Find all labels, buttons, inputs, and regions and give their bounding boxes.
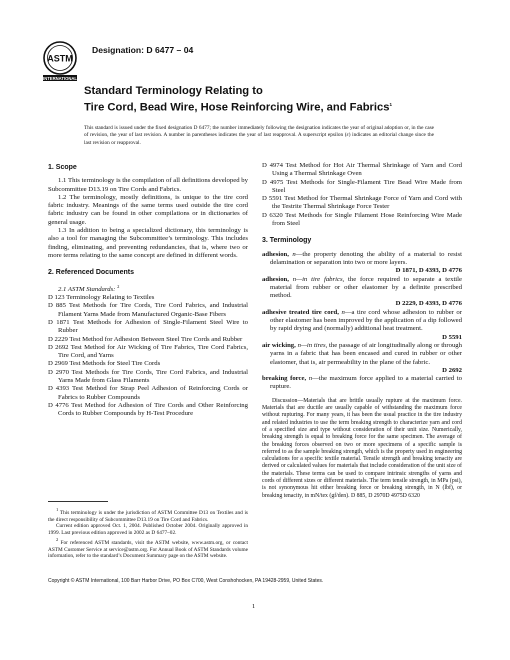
copyright-line: Copyright © ASTM International, 100 Barr Harbor Drive, PO Box C700, West Conshohocken, PA 19428-2959, United States. <box>48 578 324 584</box>
term-definition: the passage of air longitudinally along or through yarns in a fabric that has been encased and cured in rubber or other elastomer, that is, air permeability in the plane of the fabric. <box>270 341 462 366</box>
document-title <box>84 85 444 115</box>
ref-item: D 6320 Test Methods for Single Filament Hose Reinforcing Wire Made from Steel <box>262 211 462 228</box>
term-pos: n <box>341 308 345 316</box>
term-name: adhesion, <box>262 275 289 283</box>
astm-standards-sub <box>48 283 248 295</box>
term-pos: n <box>292 250 296 258</box>
astm-standards-mark: 2 <box>117 283 120 289</box>
term-citation: D 2692 <box>442 366 462 374</box>
referenced-heading: 2. Referenced Documents <box>48 269 134 277</box>
ref-item: D 4974 Test Method for Hot Air Thermal Shrinkage of Yarn and Cord Using a Thermal Shrinkage Oven <box>262 162 462 178</box>
astm-standards-label: 2.1 ASTM Standards: <box>58 285 116 293</box>
footnote-1-text: This terminology is under the jurisdiction of ASTM Committee D13 on Textiles and is the direct responsibility of Subcommittee D13.19 on Tire Cord and Fabrics. <box>48 509 248 523</box>
page-number: 1 <box>252 603 256 610</box>
left-column <box>48 162 248 419</box>
footnote-1-mark: 1 <box>56 507 59 512</box>
term-name: air wicking, <box>262 341 296 349</box>
footnote-2 <box>48 537 248 560</box>
term-definition: —the property denoting the ability of a material to resist delamination or separation into two or more layers. <box>270 250 462 266</box>
astm-logo <box>40 40 80 82</box>
footnote-2-text: For referenced ASTM standards, visit the ASTM website, www.astm.org, or contact ASTM Customer Service at service@astm.org. For Annual Book of ASTM Standards volume information, refer to the standard’s Document Summary page on the ASTM website. <box>48 539 248 560</box>
term-entry <box>262 276 462 301</box>
footnote-1b: Current edition approved Oct. 1, 2004. Published October 2004. Originally approved in 1999. Last previous edition approved in 2002 as D 6477–02. <box>48 523 248 537</box>
scope-p1: 1.1 This terminology is the compilation of all definitions developed by Subcommittee D13.19 on Tire Cords and Fabrics. <box>48 177 248 193</box>
footnote-2-mark: 2 <box>56 536 59 542</box>
terminology-heading: 3. Terminology <box>262 237 312 245</box>
scope-p2: 1.2 The terminology, mostly definitions, is unique to the tire cord fabric industry. Meanings of the same terms used outside the tire cord fabric industry can be found in other compilations or in dictionaries of general usage. <box>48 193 248 226</box>
scope-heading: 1. Scope <box>48 164 77 171</box>
ref-item: D 4975 Test Methods for Single-Filament Tire Bead Wire Made from Steel <box>262 178 462 194</box>
ref-item: D 123 Terminology Relating to Textiles <box>48 294 155 302</box>
term-citation: D 1871, D 4393, D 4776 <box>395 267 462 275</box>
ref-item: D 2970 Test Methods for Tire Cords, Tire Cord Fabrics, and Industrial Yarns Made from Glass Filaments <box>48 368 248 385</box>
term-pos: n <box>308 375 313 383</box>
term-citation: D 2229, D 4393, D 4776 <box>395 300 462 308</box>
term-citation: D 5591 <box>442 333 462 341</box>
discussion-note: Discussion—Materials that are brittle usually rupture at the maximum force. Materials that are ductile are usually capable of withstanding the maximum force without rupturing. For many years, it has been the usual practice in the tire industry and related industries to use the term breaking strength to characterize yarn and cord of a specified size and type without consideration of their unit size. Numerically, breaking strength is equal to breaking force for the same specimen. The average of the breaking forces observed on two or more specimens of a specific sample is referred to as the sample breaking strength, which is the property used in engineering calculations for a specific textile material. Tensile strength and breaking tenacity are derived or calculated values for materials that include consideration of the unit size of the materials. These terms can be used to compare intrinsic strengths of yarns and cords of different sizes or different materials. The term tensile strength, in MPa (psi), is not synonymous hit either breaking force or breaking strength, in N (lbf), or breaking tenacity, in mN/tex (gf/den). D 885, D 2970D 4975D 6320 <box>262 397 462 499</box>
ref-item: D 2969 Test Methods for Steel Tire Cords <box>48 360 161 368</box>
ref-item: D 4776 Test Method for Adhesion of Tire Cords and Other Reinforcing Cords to Rubber Compounds by H-Test Procedure <box>48 401 248 418</box>
title-main: Tire Cord, Bead Wire, Hose Reinforcing Wire, and Fabrics <box>84 101 390 114</box>
title-line-1: Standard Terminology Relating to <box>84 85 263 97</box>
footnote-1 <box>48 507 248 523</box>
intro-note: This standard is issued under the fixed designation D 6477; the number immediately following the designation indicates the year of original adoption or, in the case of revision, the year of last revision. A number in parentheses indicates the year of last reapproval. A superscript epsilon (ε) indicates an editorial change since the last revision or reapproval. <box>84 125 434 146</box>
term-entry <box>262 309 462 334</box>
term-name: adhesive treated tire cord, <box>262 308 339 316</box>
term-qualifier: —in tires, <box>300 341 328 349</box>
footnotes <box>48 507 248 560</box>
term-definition: the force required to separate a textile material from rubber or other elastomer by a definite prescribed method. <box>270 275 462 300</box>
term-entry <box>262 251 462 268</box>
scope-p3: 1.3 In addition to being a specialized dictionary, this terminology is also a tool for managing the Subcommittee’s terminology. This includes finding, eliminating, and preventing redundancies, that is, where two or more terms relating to the same concept are defined in different words. <box>48 227 248 259</box>
ref-item: D 5591 Test Method for Thermal Shrinkage Force of Yarn and Cord with the Testrite Thermal Shrinkage Force Tester <box>262 195 462 211</box>
term-entry <box>262 342 462 367</box>
ref-item: D 2692 Test Method for Air Wicking of Tire Fabrics, Tire Cord Fabrics, Tire Cord, and Yarns <box>48 343 248 360</box>
title-line-2 <box>84 98 444 115</box>
term-definition: —a tire cord whose adhesion to rubber or other elastomer has been improved by the application of a dip followed by rapid drying and (normally) additional heat treatment. <box>270 308 462 333</box>
designation: Designation: D 6477 – 04 <box>92 45 194 55</box>
term-name: breaking force, <box>262 375 307 383</box>
term-definition: —the maximum force applied to a material carried to rupture. <box>270 375 463 391</box>
ref-item: D 4393 Test Method for Strap Peel Adhesion of Reinforcing Cords or Fabrics to Rubber Compounds <box>48 385 248 401</box>
term-entry <box>262 375 462 392</box>
right-column <box>262 162 462 500</box>
logo-wordmark: INTERNATIONAL <box>43 76 77 81</box>
ref-item: D 885 Test Methods for Tire Cords, Tire Cord Fabrics, and Industrial Filament Yarns Made from Manufactured Organic-Base Fibers <box>48 302 248 318</box>
footnote-rule <box>48 501 108 502</box>
term-pos: n <box>292 275 297 283</box>
ref-item: D 2229 Test Method for Adhesion Between Steel Tire Cords and Rubber <box>48 335 243 343</box>
title-footnote-mark: 1 <box>389 102 392 107</box>
svg-text:ASTM: ASTM <box>47 53 73 64</box>
ref-item: D 1871 Test Methods for Adhesion of Single-Filament Steel Wire to Rubber <box>48 318 248 335</box>
term-qualifier: —in tire fabrics, <box>296 275 345 283</box>
term-pos: n <box>297 341 301 349</box>
term-name: adhesion, <box>262 250 289 258</box>
